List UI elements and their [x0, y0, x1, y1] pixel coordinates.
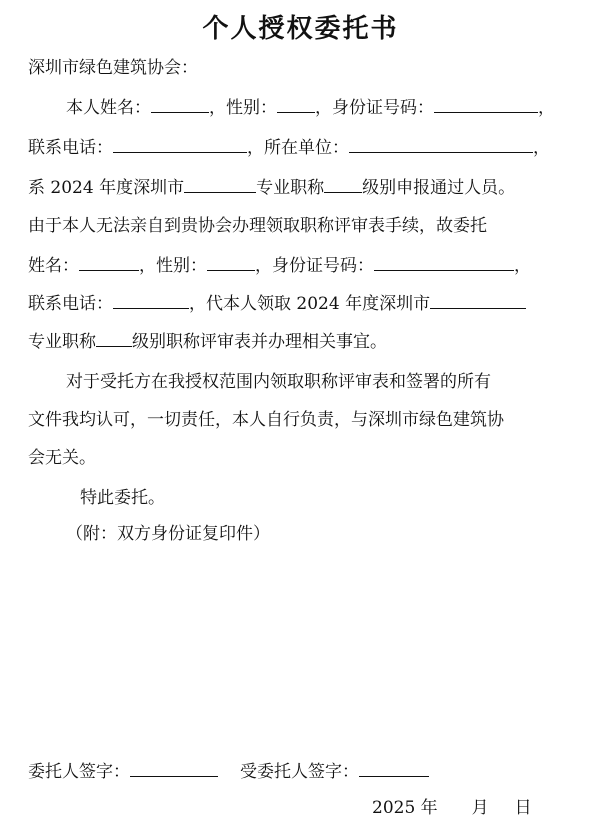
agent-gender-field[interactable] [207, 254, 255, 271]
agent-profession-field[interactable] [430, 292, 526, 309]
name-label: 本人姓名： [66, 98, 151, 118]
handle-text: 级别职称评审表并办理相关事宜。 [132, 332, 387, 352]
agent-title-line [28, 330, 387, 354]
date-day: 日 [514, 798, 532, 818]
agent-collect-text: ，代本人领取 2024 年度深圳市 [189, 294, 431, 314]
principal-name-field[interactable] [151, 96, 209, 113]
principal-gender-field[interactable] [277, 96, 315, 113]
approval-line-1: 对于受托方在我授权范围内领取职称评审表和签署的所有 [66, 372, 491, 392]
comma: ， [533, 138, 550, 158]
date-line [372, 796, 532, 820]
principal-title-line [28, 176, 515, 200]
agent-signature-field[interactable] [359, 760, 429, 777]
id-label: ，身份证号码： [315, 98, 434, 118]
comma: ， [538, 98, 555, 118]
title-label: 专业职称 [256, 178, 325, 198]
unit-label: ，所在单位： [247, 138, 349, 158]
principal-phone-field[interactable] [113, 136, 247, 153]
attachment-note: （附：双方身份证复印件） [66, 524, 270, 544]
date-month: 月 [471, 798, 489, 818]
agent-name-field[interactable] [79, 254, 139, 271]
comma: ， [514, 256, 531, 276]
approval-line-3: 会无关。 [28, 448, 96, 468]
principal-signature-label: 委托人签字： [28, 762, 130, 782]
agent-contact-line [28, 292, 526, 316]
agent-level-field[interactable] [96, 330, 132, 347]
profession-field[interactable] [184, 176, 256, 193]
agent-info-line [28, 254, 531, 278]
agent-phone-label: 联系电话： [28, 294, 113, 314]
approval-line-2: 文件我均认可，一切责任，本人自行负责，与深圳市绿色建筑协 [28, 410, 504, 430]
agent-id-field[interactable] [374, 254, 514, 271]
approved-text: 级别申报通过人员。 [362, 178, 516, 198]
agent-name-label: 姓名： [28, 256, 79, 276]
principal-info-line [66, 96, 555, 120]
year-city-text: 系 2024 年度深圳市 [28, 178, 185, 198]
gender-label: ，性别： [209, 98, 277, 118]
agent-id-label: ，身份证号码： [255, 256, 374, 276]
principal-signature-field[interactable] [130, 760, 218, 777]
date-year: 2025 年 [372, 798, 438, 818]
addressee: 深圳市绿色建筑协会： [28, 58, 198, 78]
principal-id-field[interactable] [434, 96, 538, 113]
agent-signature-label: 受委托人签字： [240, 762, 359, 782]
title-label: 专业职称 [28, 332, 96, 352]
reason-line: 由于本人无法亲自到贵协会办理领取职称评审表手续，故委托 [28, 216, 487, 236]
level-field[interactable] [324, 176, 362, 193]
document-title: 个人授权委托书 [202, 14, 399, 44]
signature-line [28, 760, 429, 784]
agent-phone-field[interactable] [113, 292, 189, 309]
agent-gender-label: ，性别： [139, 256, 207, 276]
phone-label: 联系电话： [28, 138, 113, 158]
principal-unit-field[interactable] [349, 136, 533, 153]
principal-contact-line [28, 136, 550, 160]
closing-text: 特此委托。 [80, 488, 165, 508]
